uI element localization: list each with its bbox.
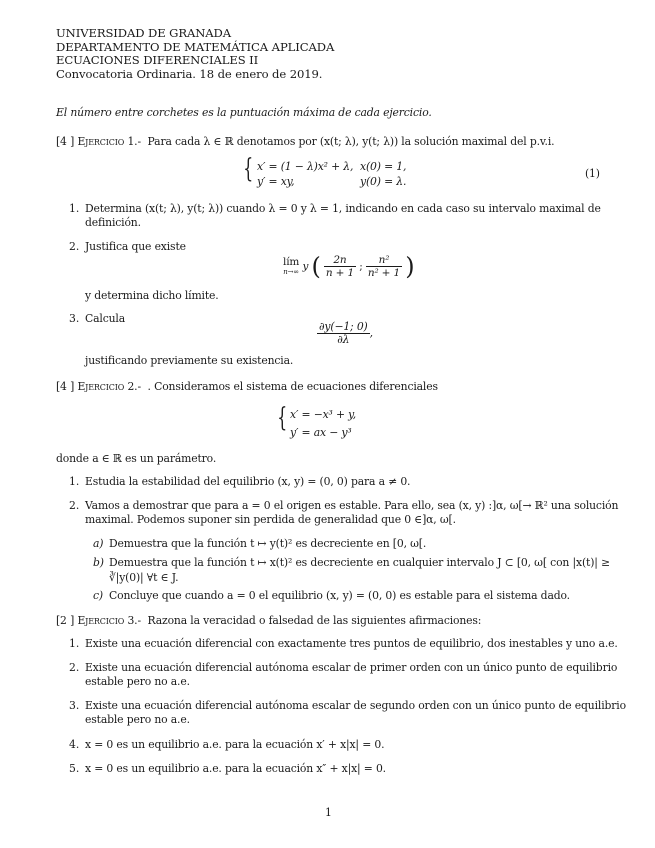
ex1-eq2-right: y(0) = λ. xyxy=(360,175,407,188)
ex1-item3-after: justificando previamente su existencia. xyxy=(85,354,294,367)
fraction-n2 xyxy=(366,254,402,279)
ex3-title: Ejercicio 3.- xyxy=(77,614,141,627)
frac1-numerator: 2n xyxy=(324,254,356,267)
ex3-item2-number: 2. xyxy=(69,661,80,674)
ex2-title: Ejercicio 2.- xyxy=(77,380,141,393)
ex1-item3-number: 3. xyxy=(69,312,80,325)
ex1-limit-expression xyxy=(283,254,414,279)
limit-subscript: n→∞ xyxy=(283,267,299,276)
ex2-heading xyxy=(56,380,438,393)
ex2-eq2: y′ = ax − y³ xyxy=(290,426,352,439)
page-number: 1 xyxy=(325,806,332,819)
ex2-sub-b-line2: ∛|y(0)| ∀t ∈ J. xyxy=(109,571,179,584)
left-paren: ( xyxy=(311,252,321,281)
ex1-item2-text: Justifica que existe xyxy=(85,240,186,253)
ex1-eq2-left: y′ = xy, xyxy=(257,175,295,188)
university-name: UNIVERSIDAD DE GRANADA xyxy=(56,26,232,40)
department-name: DEPARTAMENTO DE MATEMÁTICA APLICADA xyxy=(56,39,335,54)
frac2-numerator: n² xyxy=(366,254,402,267)
ex3-item3-line2: estable pero no a.e. xyxy=(85,713,190,726)
ex2-item1-number: 1. xyxy=(69,475,80,488)
ex3-item1: Existe una ecuación diferencial con exactamente tres puntos de equilibrio, dos inestables y uno a.e. xyxy=(85,637,618,650)
right-paren: ) xyxy=(405,252,415,281)
ex2-eq1: x′ = −x³ + y, xyxy=(290,408,356,421)
ex2-item2-line2: maximal. Podemos suponer sin perdida de generalidad que 0 ∈]α, ω[. xyxy=(85,513,456,526)
ex2-item2-line1: Vamos a demostrar que para a = 0 el origen es estable. Para ello, sea (x, y) :]α, ω[→ ℝ² una solución xyxy=(85,499,619,512)
ex1-item1-line1: Determina (x(t; λ), y(t; λ)) cuando λ = 0 y λ = 1, indicando en cada caso su intervalo maximal de xyxy=(85,202,601,215)
derivative-fraction xyxy=(317,321,370,346)
derivative-numerator: ∂y(−1; 0) xyxy=(319,320,368,333)
fraction-separator: ; xyxy=(359,260,363,273)
ex3-item5-number: 5. xyxy=(69,762,80,775)
ex2-system-brace: { xyxy=(277,403,288,433)
ex3-heading xyxy=(56,614,481,627)
ex2-sub-a: Demuestra que la función t ↦ y(t)² es decreciente en [0, ω[. xyxy=(109,537,427,550)
derivative-comma: , xyxy=(369,326,373,340)
ex1-item2-after: y determina dicho límite. xyxy=(85,289,219,302)
ex1-item1-number: 1. xyxy=(69,202,80,215)
ex1-eq1-left: x′ = (1 − λ)x² + λ, xyxy=(257,160,354,173)
intro-note: El número entre corchetes es la puntuación máxima de cada ejercicio. xyxy=(56,106,432,119)
ex3-item2-line1: Existe una ecuación diferencial autónoma escalar de primer orden con un único punto de equilibrio xyxy=(85,661,618,674)
ex1-item3-text: Calcula xyxy=(85,312,125,325)
frac1-denominator: n + 1 xyxy=(325,267,355,279)
ex3-item3-number: 3. xyxy=(69,699,80,712)
ex2-points: [4 ] xyxy=(56,380,75,393)
ex3-statement: Razona la veracidad o falsedad de las siguientes afirmaciones: xyxy=(147,614,482,627)
derivative-denominator: ∂λ xyxy=(337,333,350,346)
ex3-item5: x = 0 es un equilibrio a.e. para la ecuación x″ + x|x| = 0. xyxy=(85,762,386,775)
ex3-item2-line2: estable pero no a.e. xyxy=(85,675,190,688)
ex1-points: [4 ] xyxy=(56,135,75,148)
ex2-statement: . Consideramos el sistema de ecuaciones diferenciales xyxy=(147,380,438,393)
fraction-2n xyxy=(324,254,356,279)
ex2-item1: Estudia la estabilidad del equilibrio (x, y) = (0, 0) para a ≠ 0. xyxy=(85,475,411,488)
ex1-item1-line2: definición. xyxy=(85,216,141,229)
ex1-statement: Para cada λ ∈ ℝ denotamos por (x(t; λ), y(t; λ)) la solución maximal del p.v.i. xyxy=(147,135,555,148)
ex1-eq1-right: x(0) = 1, xyxy=(360,160,407,173)
limit-operator: lím xyxy=(283,255,300,268)
ex1-system-brace: { xyxy=(243,154,254,184)
ex2-sub-b-label: b) xyxy=(93,556,104,569)
course-name: ECUACIONES DIFERENCIALES II xyxy=(56,53,259,68)
ex2-sub-a-label: a) xyxy=(93,537,104,550)
ex1-title: Ejercicio 1.- xyxy=(77,135,141,148)
ex1-heading xyxy=(56,135,554,148)
exam-date: Convocatoria Ordinaria. 18 de enero de 2019. xyxy=(56,66,323,81)
frac2-denominator: n² + 1 xyxy=(367,267,401,279)
ex2-sub-c-label: c) xyxy=(93,589,103,602)
header-block xyxy=(56,27,334,81)
ex1-partial-derivative xyxy=(317,321,373,346)
ex3-item4: x = 0 es un equilibrio a.e. para la ecuación x′ + x|x| = 0. xyxy=(85,738,385,751)
ex2-sub-c: Concluye que cuando a = 0 el equilibrio (x, y) = (0, 0) es estable para el sistema dado. xyxy=(109,589,570,602)
ex1-item2-number: 2. xyxy=(69,240,80,253)
ex3-item3-line1: Existe una ecuación diferencial autónoma escalar de segundo orden con un único punto de equilibrio xyxy=(85,699,626,712)
ex2-sub-b-line1: Demuestra que la función t ↦ x(t)² es decreciente en cualquier intervalo J ⊂ [0, ω[ con |x(t)| ≥ xyxy=(109,556,610,569)
ex2-item2-number: 2. xyxy=(69,499,80,512)
ex3-item1-number: 1. xyxy=(69,637,80,650)
ex3-item4-number: 4. xyxy=(69,738,80,751)
ex3-points: [2 ] xyxy=(56,614,75,627)
ex1-equation-number: (1) xyxy=(585,167,600,180)
ex2-parameter: donde a ∈ ℝ es un parámetro. xyxy=(56,452,217,465)
limit-function: y xyxy=(302,260,309,273)
